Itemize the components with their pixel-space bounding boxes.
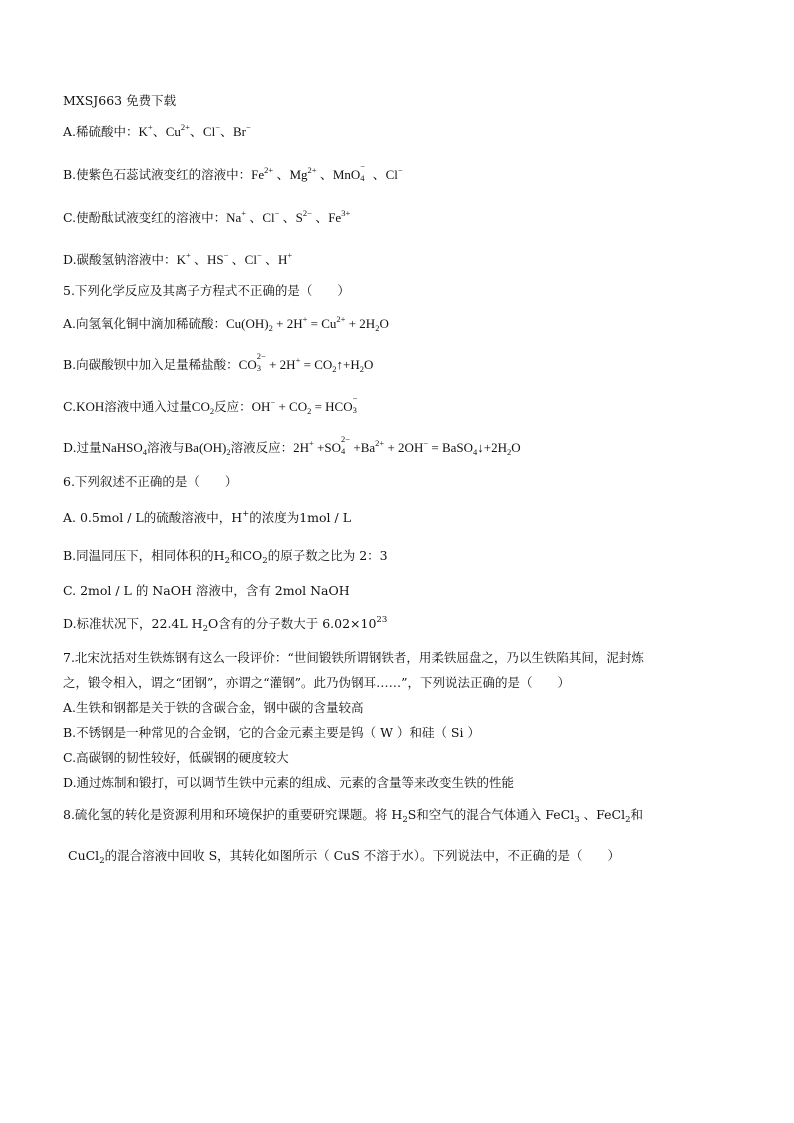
q7-stem-line-2: 之，锻令相入，谓之“团钢”，亦谓之“灌钢”。此乃伪钢耳……”，下列说法正确的是（ ） <box>63 675 570 690</box>
q4-option-b-formula: $Fe^{2+}$ 、$Mg^{2+}$ 、MnO − 4 、Cl− <box>251 161 403 183</box>
q6-option-c: C. 2mol / L 的 NaOH 溶液中，含有 2mol NaOH <box>63 583 350 598</box>
q4-option-c-formula: Na+ 、Cl− 、$S^{2-}$ 、$Fe^{3+}$ <box>226 208 351 225</box>
watermark-header <box>63 93 176 109</box>
q4-option-a-prefix: A.稀硫酸中： <box>63 124 139 139</box>
q5-stem: 5.下列化学反应及其离子方程式不正确的是（ ） <box>63 283 350 298</box>
q5-option-c: C.KOH溶液中通入过量$CO_2$反应：$OH^- + CO_2$ = HCO − 3 <box>63 399 362 415</box>
q5-option-a-equation: $Cu(OH)_2 + 2H^+ = Cu^{2+} + 2H_2O$ <box>226 314 389 333</box>
q8-stem-line-2: CuCl$_2$的混合溶液中回收 S，其转化如图所示（ CuS 不溶于水）。下列说法中，不正确的是（ ） <box>68 848 621 866</box>
q7-option-d: D.通过炼制和锻打，可以调节生铁中元素的组成、元素的含量等来改变生铁的性能 <box>63 775 515 790</box>
q4-option-b-prefix: B.使紫色石蕊试液变红的溶液中： <box>63 167 252 182</box>
q6-stem: 6.下列叙述不正确的是（ ） <box>63 474 238 489</box>
q4-option-c-prefix: C.使酚酞试液变红的溶液中： <box>63 210 227 225</box>
q6-option-b: B.同温同压下，相同体积的$H_2$和$CO_2$的原子数之比为 2：3 <box>63 548 388 566</box>
q5-option-b: B.向碳酸钡中加入足量稀盐酸：CO 2− 3 + $2H^+ = CO_2↑+H_2O$ <box>63 351 374 374</box>
q5-option-d: D.过量NaHSO$_4$溶液与$Ba(OH)_2$溶液反应：2H+ +SO 2− 4 $+Ba^{2+} + 2OH^-$ = $BaSO_4↓+2H_2O$ <box>63 434 521 457</box>
watermark-text: MXSJ663 免费下载 <box>63 93 177 108</box>
q4-option-a <box>63 124 251 140</box>
q5-option-a: A.向氢氧化铜中滴加稀硫酸：$Cu(OH)_2 + 2H^+ = Cu^{2+} + 2H_2O$ <box>63 314 389 333</box>
q5-option-b-equation: CO 2− 3 + $2H^+ = CO_2↑+H_2O$ <box>238 351 374 374</box>
q6-option-d: D.标准状况下，22.4L $H_2O$含有的分子数大于 $6.02\times 10^{23}$ <box>63 615 388 634</box>
q6-option-a: A. 0.5mol / L的硫酸溶液中，H+的浓度为1mol / L <box>63 509 352 525</box>
q8-stem-line-1: 8.硫化氢的转化是资源利用和环境保护的重要研究课题。将 $H_2S$和空气的混合气体通入 FeCl$_3$ 、FeCl$_2$和 <box>63 807 644 825</box>
q7-option-c: C.高碳钢的韧性较好，低碳钢的硬度较大 <box>63 750 289 765</box>
q4-option-c <box>63 210 350 226</box>
q7-stem-line-1: 7.北宋沈括对生铁炼钢有这么一段评价：“世间锻铁所谓钢铁者，用柔铁屈盘之，乃以生铁陷其间，泥封炼 <box>63 650 644 665</box>
q5-option-c-equation: $OH^- + CO_2$ = HCO − 3 <box>251 393 358 416</box>
q4-option-a-formula: K+、$Cu^{2+}$、Cl−、Br− <box>138 122 251 139</box>
q4-option-d <box>63 252 292 268</box>
q7-option-b: B.不锈钢是一种常见的合金钢，它的合金元素主要是钨（ W ）和硅（ Si ） <box>63 725 480 740</box>
q4-option-b <box>63 161 403 183</box>
q4-option-d-prefix: D.碳酸氢钠溶液中： <box>63 252 177 267</box>
q7-option-a: A.生铁和钢都是关于铁的含碳合金，钢中碳的含量较高 <box>63 700 364 715</box>
q5-option-d-equation: 2H+ +SO 2− 4 $+Ba^{2+} + 2OH^-$ = $BaSO_4↓+2H_2O$ <box>293 434 521 457</box>
q4-option-d-formula: K+ 、HS− 、Cl− 、H+ <box>176 250 293 267</box>
